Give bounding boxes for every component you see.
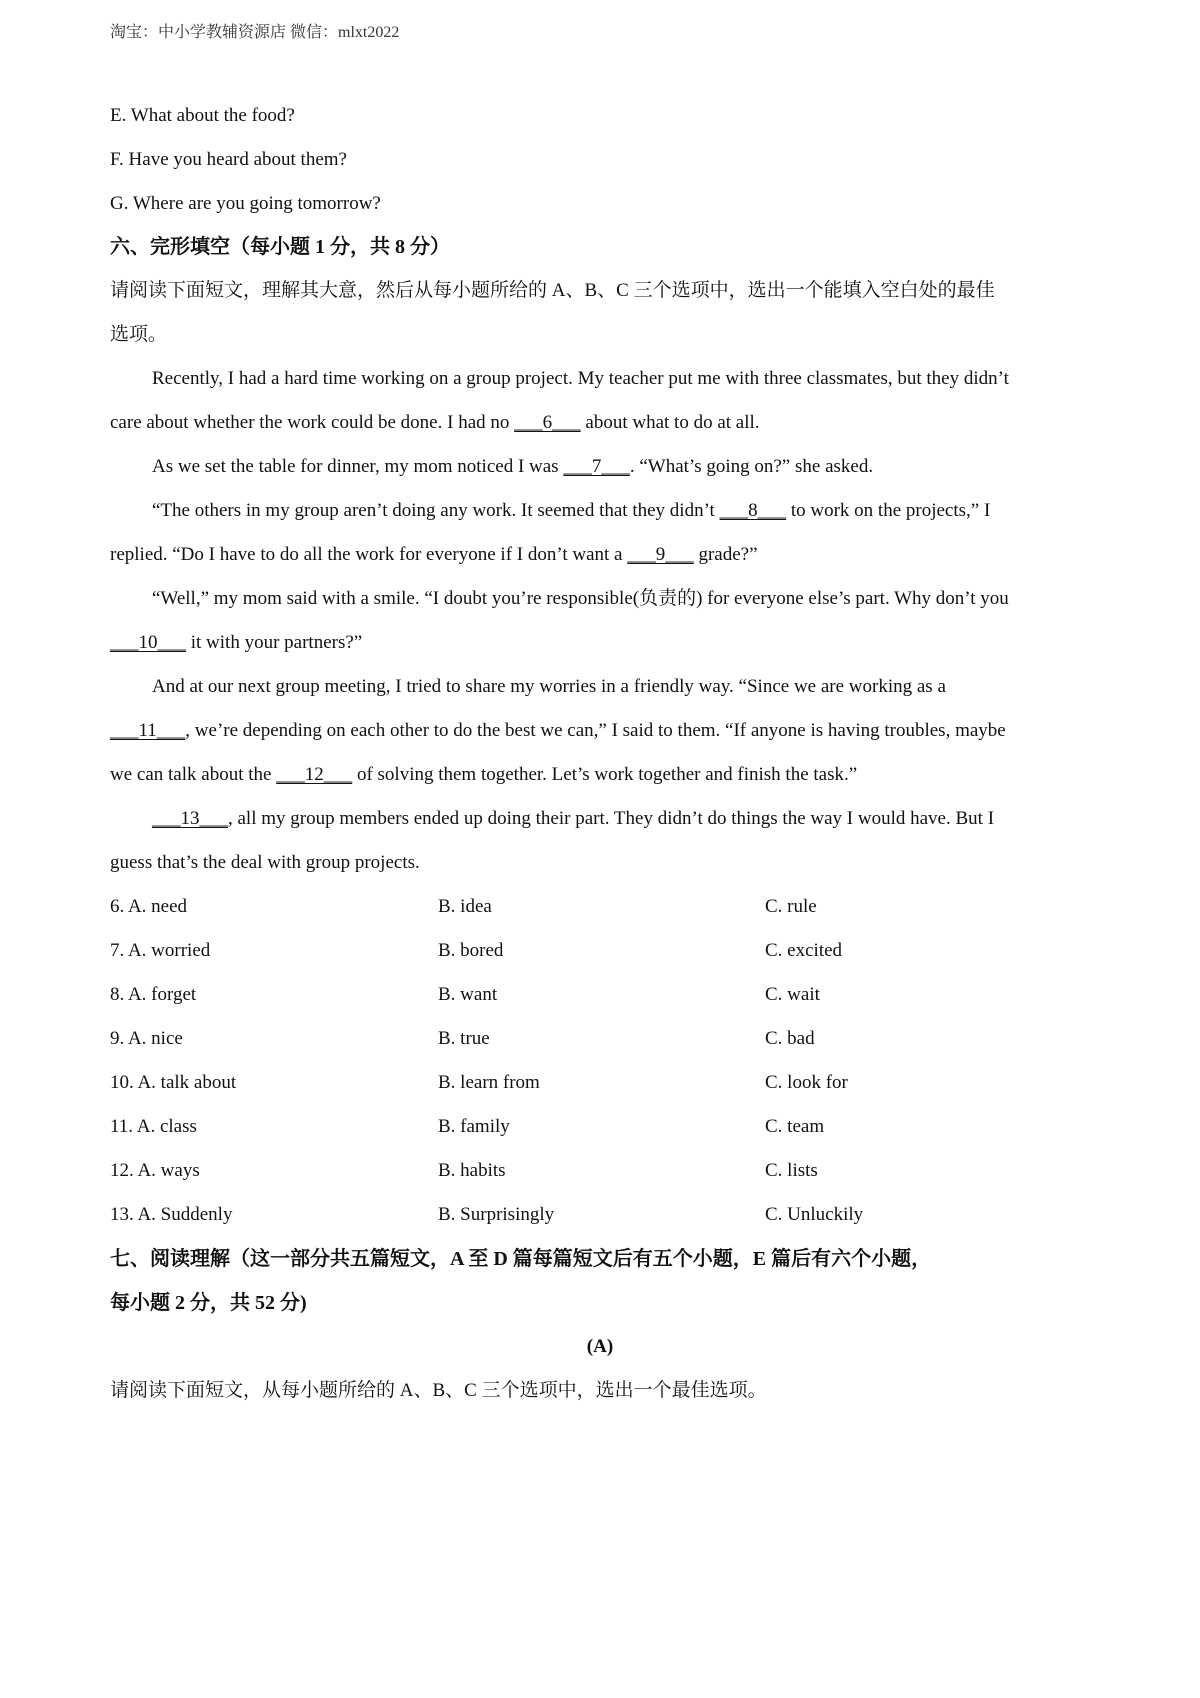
option-a: 11. A. class bbox=[110, 1116, 197, 1137]
passage-p3-line1 bbox=[152, 499, 990, 523]
option-c: C. look for bbox=[765, 1072, 848, 1093]
option-b: B. idea bbox=[438, 896, 492, 917]
passage-p5-line1: And at our next group meeting, I tried to share my worries in a friendly way. “Since we are working as a bbox=[152, 676, 946, 697]
passage-p6-line1 bbox=[152, 807, 994, 831]
prev-option-f: F. Have you heard about them? bbox=[110, 149, 347, 170]
question-row-6 bbox=[110, 895, 1110, 919]
section6-title: 六、完形填空（每小题 1 分，共 8 分） bbox=[110, 236, 450, 258]
blank-10: ___10___ bbox=[110, 632, 186, 653]
section7-instructions: 请阅读下面短文，从每小题所给的 A、B、C 三个选项中，选出一个最佳选项。 bbox=[110, 1380, 767, 1401]
option-b: B. want bbox=[438, 984, 498, 1005]
part-label: (A) bbox=[586, 1336, 614, 1357]
passage-p2 bbox=[152, 455, 873, 479]
passage-text: , we’re depending on each other to do the best we can,” I said to them. “If anyone is having troubles, maybe bbox=[185, 720, 1006, 741]
option-a: 8. A. forget bbox=[110, 984, 197, 1005]
section6-instructions-line2: 选项。 bbox=[110, 324, 168, 345]
question-row-10 bbox=[110, 1071, 1110, 1095]
option-b: B. learn from bbox=[438, 1072, 540, 1093]
option-c: C. excited bbox=[765, 940, 843, 961]
option-a: 13. A. Suddenly bbox=[110, 1204, 233, 1225]
option-b: B. Surprisingly bbox=[438, 1204, 555, 1225]
question-row-7 bbox=[110, 939, 1110, 963]
option-b: B. true bbox=[438, 1028, 490, 1049]
question-row-11 bbox=[110, 1115, 1110, 1139]
option-a: 6. A. need bbox=[110, 896, 188, 917]
option-a: 7. A. worried bbox=[110, 940, 211, 961]
passage-text: “The others in my group aren’t doing any work. It seemed that they didn’t bbox=[152, 500, 720, 521]
passage-text: grade?” bbox=[693, 544, 758, 565]
option-c: C. Unluckily bbox=[765, 1204, 864, 1225]
passage-p1-line1: Recently, I had a hard time working on a group project. My teacher put me with three classmates, but they didn’t bbox=[152, 368, 1009, 389]
section7-title-line2: 每小题 2 分，共 52 分) bbox=[110, 1292, 307, 1314]
passage-text: care about whether the work could be done. I had no bbox=[110, 412, 515, 433]
question-row-12 bbox=[110, 1159, 1110, 1183]
passage-text: of solving them together. Let’s work together and finish the task.” bbox=[352, 764, 858, 785]
question-row-9 bbox=[110, 1027, 1110, 1051]
passage-text: , all my group members ended up doing their part. They didn’t do things the way I would have. But I bbox=[228, 808, 995, 829]
passage-text: to work on the projects,” I bbox=[786, 500, 991, 521]
passage-p5-line2 bbox=[110, 719, 1006, 743]
passage-p6-line2: guess that’s the deal with group projects. bbox=[110, 852, 420, 873]
blank-7: ___7___ bbox=[563, 456, 630, 477]
passage-p5-line3 bbox=[110, 763, 857, 787]
passage-text: replied. “Do I have to do all the work for everyone if I don’t want a bbox=[110, 544, 628, 565]
passage-text: about what to do at all. bbox=[580, 412, 760, 433]
option-b: B. habits bbox=[438, 1160, 506, 1181]
option-c: C. bad bbox=[765, 1028, 815, 1049]
blank-9: ___9___ bbox=[627, 544, 694, 565]
option-b: B. bored bbox=[438, 940, 504, 961]
prev-option-g: G. Where are you going tomorrow? bbox=[110, 193, 381, 214]
page-header: 淘宝：中小学教辅资源店 微信：mlxt2022 bbox=[110, 24, 400, 41]
option-c: C. wait bbox=[765, 984, 820, 1005]
option-a: 9. A. nice bbox=[110, 1028, 183, 1049]
blank-13: ___13___ bbox=[152, 808, 228, 829]
blank-12: ___12___ bbox=[276, 764, 353, 785]
section6-instructions-line1: 请阅读下面短文，理解其大意，然后从每小题所给的 A、B、C 三个选项中，选出一个能填入空白处的最佳 bbox=[110, 280, 995, 301]
option-b: B. family bbox=[438, 1116, 510, 1137]
passage-text: As we set the table for dinner, my mom noticed I was bbox=[152, 456, 564, 477]
passage-p4-line1: “Well,” my mom said with a smile. “I doubt you’re responsible(负责的) for everyone else’s part. Why don’t you bbox=[152, 588, 1009, 609]
passage-p4-line2 bbox=[110, 631, 362, 655]
passage-text: we can talk about the bbox=[110, 764, 277, 785]
option-c: C. lists bbox=[765, 1160, 818, 1181]
passage-p3-line2 bbox=[110, 543, 758, 567]
passage-p1-line2 bbox=[110, 411, 760, 435]
section7-title-line1: 七、阅读理解（这一部分共五篇短文，A 至 D 篇每篇短文后有五个小题，E 篇后有六个小题， bbox=[110, 1248, 932, 1270]
passage-text: . “What’s going on?” she asked. bbox=[629, 456, 874, 477]
option-a: 10. A. talk about bbox=[110, 1072, 237, 1093]
question-row-13 bbox=[110, 1203, 1110, 1227]
blank-6: ___6___ bbox=[514, 412, 581, 433]
option-c: C. rule bbox=[765, 896, 817, 917]
option-a: 12. A. ways bbox=[110, 1160, 200, 1181]
blank-11: ___11___ bbox=[110, 720, 186, 741]
prev-option-e: E. What about the food? bbox=[110, 105, 295, 126]
question-row-8 bbox=[110, 983, 1110, 1007]
passage-text: it with your partners?” bbox=[186, 632, 363, 653]
blank-8: ___8___ bbox=[719, 500, 787, 521]
option-c: C. team bbox=[765, 1116, 825, 1137]
